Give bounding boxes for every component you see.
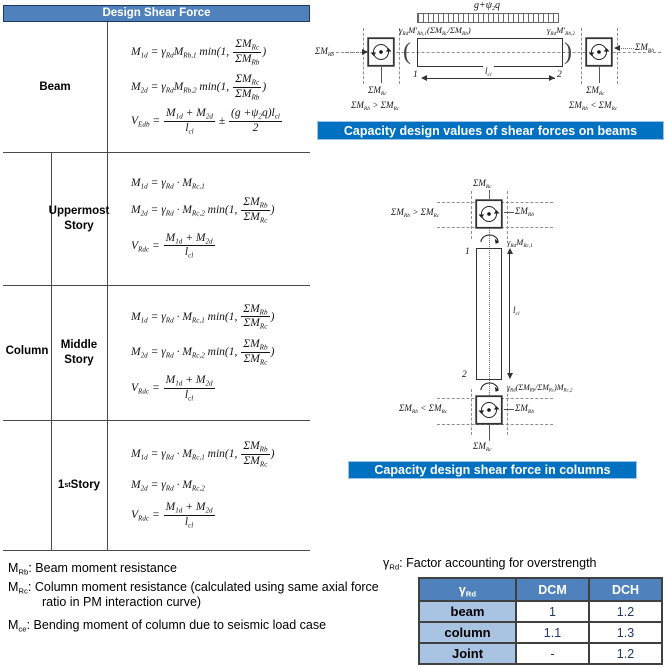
gamma-table-header-dch: DCH: [589, 578, 662, 601]
column-moment-top: $\gamma_{Rd}M_{Rc,1}$: [507, 237, 533, 249]
gamma-column-dcm: 1.1: [516, 622, 589, 643]
column-row-label: Column: [5, 344, 49, 357]
gamma-joint-dch: 1.2: [589, 643, 662, 664]
gamma-row-label-beam: beam: [419, 601, 516, 622]
arrowhead: [614, 45, 620, 51]
column-member: [476, 248, 502, 380]
middle-formula-vrdc: $V_{Rdc}$ = $\frac{M_{1d} + M_{2d}}{l_{cl}}$: [131, 373, 213, 403]
distributed-load: [417, 13, 559, 23]
moment-release-right: ): [564, 39, 572, 65]
bottom-joint-col-sum: $\Sigma M_{Rc}$: [473, 441, 492, 453]
top-joint-condition: $\Sigma M_{Rb} > \Sigma M_{Rc}$: [391, 207, 440, 219]
right-joint-icon: [585, 37, 613, 67]
definition-mrc: [8, 580, 390, 610]
gamma-beam-dcm: 1: [516, 601, 589, 622]
right-joint-beam-sum: $\Sigma M_{Rb}$: [635, 42, 655, 54]
moment-arc-top: [479, 233, 500, 244]
gamma-table-header-dcm: DCM: [516, 578, 589, 601]
uppermost-formula-m1d: $M_{1d} = \gamma_{Rd} \cdot M_{Rc,1}$: [131, 176, 205, 191]
definition-mce-text: : Bending moment of column due to seismic load case: [26, 618, 327, 633]
beam-end-moment-right: $\gamma_{Rd}M'_{Rb,2}$: [547, 25, 575, 37]
leader-line: [504, 409, 514, 410]
bottom-joint-condition: $\Sigma M_{Rb} < \Sigma M_{Rc}$: [399, 403, 448, 415]
definitions: [8, 561, 390, 637]
beam-row-label: Beam: [39, 80, 71, 93]
first-formula-m1d: $M_{1d} = \gamma_{Rd} \cdot M_{Rc,1}$ min(1, $\frac{\Sigma M_{Rb}}{\Sigma M_{Rc}}$ ): [131, 440, 275, 469]
leader-line: [489, 425, 490, 440]
beam-formula-vedb: $V_{Edb}$ = $\frac{M_{1d} + M_{2d}}{l_{cl}}$ ± $\frac{(g +\psi_2q)l_{cl}}{2}$: [131, 107, 280, 136]
definition-mrb: [8, 561, 390, 576]
node-1-label: 1: [465, 247, 470, 257]
top-joint-col-sum: $\Sigma M_{Rc}$: [473, 178, 492, 190]
gamma-table-row-column: [419, 622, 662, 643]
gamma-symbol: $\gamma_{Rd}$: [383, 556, 400, 572]
construction-line: [617, 28, 618, 84]
node-1-label: 1: [413, 70, 418, 80]
design-shear-force-table: [3, 5, 310, 550]
gamma-column-dch: 1.3: [589, 622, 662, 643]
distributed-load-label: $g+\psi_2q$: [473, 0, 501, 13]
left-joint-condition: $\Sigma M_{Rb} > \Sigma M_{Rc}$: [351, 100, 400, 112]
right-joint-condition: $\Sigma M_{Rb} < \Sigma M_{Rc}$: [569, 100, 618, 112]
construction-line: [399, 28, 400, 84]
construction-line: [507, 389, 508, 435]
left-joint-beam-sum: $\Sigma M_{Rb}$: [315, 46, 335, 58]
gamma-note: [383, 556, 597, 570]
story-label-middle: Middle Story: [60, 339, 98, 366]
symbol-mce: $M_{ce}$: [8, 618, 27, 634]
dim-arrow-up: [507, 248, 513, 254]
left-joint-col-sum: $\Sigma M_{Rc}$: [368, 85, 387, 97]
definition-mrc-text: : Column moment resistance (calculated using same axial force ratio in PM interaction curve): [27, 579, 379, 609]
gamma-row-label-joint: Joint: [419, 643, 516, 664]
middle-formulas-cell: [107, 285, 310, 420]
gamma-rd-table: [418, 577, 663, 665]
beam-member: [417, 38, 563, 67]
gamma-beam-dch: 1.2: [589, 601, 662, 622]
story-label-uppermost: Uppermost Story: [48, 205, 110, 232]
leader-line: [504, 212, 514, 213]
column-moment-bottom: $\gamma_{Rd}(\Sigma M_{Rb}/\Sigma M_{Rc})M_{Rc,2}$: [507, 383, 573, 394]
middle-formula-m1d: $M_{1d} = \gamma_{Rd} \cdot M_{Rc,1}$ min(1, $\frac{\Sigma M_{Rb}}{\Sigma M_{Rc}}$ ): [131, 302, 275, 331]
arrowhead: [362, 49, 368, 55]
gamma-table-header-grd: $\gamma_{Rd}$: [419, 578, 516, 601]
leader-line: [381, 67, 382, 83]
gamma-joint-dcm: -: [516, 643, 589, 664]
top-joint-beam-sum: $\Sigma M_{Rb}$: [515, 206, 535, 218]
construction-line: [581, 28, 582, 84]
symbol-mrb: $M_{Rb}$: [8, 561, 29, 577]
first-formula-vrdc: $V_{Rdc}$ = $\frac{M_{1d} + M_{2d}}{l_{cl}}$: [131, 501, 213, 530]
node-2-label: 2: [462, 370, 467, 380]
gamma-row-label-column: column: [419, 622, 516, 643]
beam-formula-m1d: $M_{1d} = \gamma_{Rd}M_{Rb,1}$ min(1, $\frac{\Sigma M_{Rc}}{\Sigma M_{Rb}}$ ): [131, 38, 267, 67]
gamma-table-row-joint: [419, 643, 662, 664]
beam-formula-m2d: $M_{2d} = \gamma_{Rd}M_{Rb,2}$ min(1, $\frac{\Sigma M_{Rc}}{\Sigma M_{Rb}}$ ): [131, 72, 267, 101]
symbol-mrc: $M_{Rc}$: [8, 579, 28, 596]
uppermost-formula-vrdc: $V_{Rdc}$ = $\frac{M_{1d} + M_{2d}}{l_{cl}}$: [131, 231, 213, 260]
dimension-line: [509, 250, 510, 378]
moment-release-left: (: [403, 39, 411, 65]
column-caption: Capacity design shear force in columns: [348, 461, 637, 479]
clear-height-label: $l_{cl}$: [513, 305, 520, 317]
uppermost-formula-m2d: $M_{2d} = \gamma_{Rd} \cdot M_{Rc,2}$ min(1, $\frac{\Sigma M_{Rb}}{\Sigma M_{Rc}}$ ): [131, 195, 275, 225]
beam-end-moment-left: $\gamma_{Rd}M'_{Rb,1}(\Sigma M_{Rc}/\Sigma M_{Rb})$: [399, 25, 471, 37]
left-joint-icon: [367, 37, 395, 67]
gamma-table-row-beam: [419, 601, 662, 622]
dim-arrow-down: [507, 373, 513, 379]
construction-line: [507, 191, 508, 239]
beam-caption: Capacity design values of shear forces on beams: [317, 121, 664, 140]
gamma-table-header-row: [419, 578, 662, 601]
bottom-joint-beam-sum: $\Sigma M_{Rb}$: [515, 403, 535, 415]
dim-arrow-left: [421, 75, 427, 81]
top-joint-icon: [475, 199, 503, 229]
dimension-line: [423, 78, 555, 79]
beam-formulas-cell: [107, 22, 310, 152]
grid-line: [3, 550, 310, 551]
construction-line: [363, 28, 364, 84]
definition-mrb-text: : Beam moment resistance: [28, 561, 178, 575]
clear-span-label: $l_{cl}$: [485, 66, 492, 78]
story-label-first: 1 st Story: [57, 478, 101, 491]
dim-arrow-right: [549, 75, 555, 81]
column-diagram: [385, 163, 668, 461]
first-formula-m2d: $M_{2d} = \gamma_{Rd} \cdot M_{Rc,2}$: [131, 479, 205, 493]
table-title: Design Shear Force: [3, 5, 310, 22]
right-joint-col-sum: $\Sigma M_{Rc}$: [586, 85, 605, 97]
uppermost-formulas-cell: [107, 152, 310, 285]
bottom-joint-icon: [475, 395, 503, 425]
moment-arc-bottom: [479, 381, 500, 392]
first-story-formulas-cell: [107, 420, 310, 550]
leader-line: [599, 67, 600, 83]
beam-diagram: [315, 0, 668, 116]
construction-line: [471, 389, 472, 435]
definition-mce: [8, 618, 390, 633]
gamma-note-text: : Factor accounting for overstrength: [399, 556, 597, 570]
node-2-label: 2: [557, 70, 562, 80]
middle-formula-m2d: $M_{2d} = \gamma_{Rd} \cdot M_{Rc,2}$ min(1, $\frac{\Sigma M_{Rb}}{\Sigma M_{Rc}}$ ): [131, 338, 275, 367]
construction-line: [471, 191, 472, 239]
